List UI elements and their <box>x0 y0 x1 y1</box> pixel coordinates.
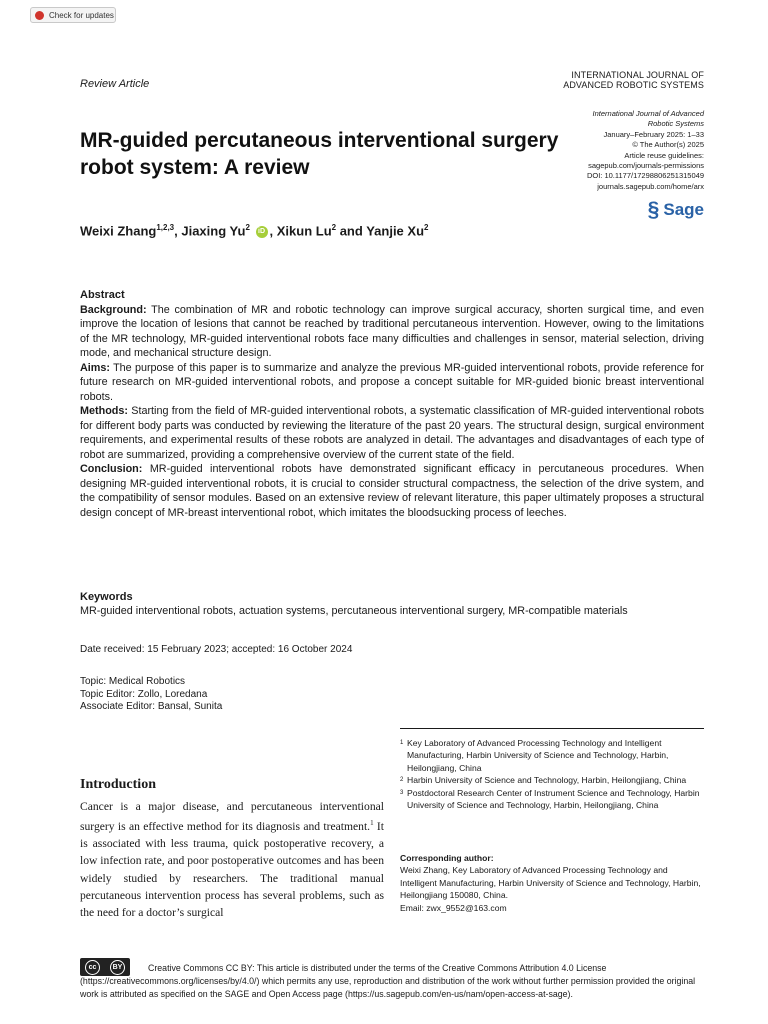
check-updates-icon <box>35 11 44 20</box>
meta-doi[interactable]: DOI: 10.1177/17298806251315049 <box>586 171 704 181</box>
abstract-background: Background: The combination of MR and robotic technology can improve surgical accuracy, shorten surgical time, and even improve the location of lesions that cannot be reached by traditional percutaneous intervention. However, owing to the limitations of the MR technology, MR-guided interventional robots face many difficulties and challenges in sensor, material selection, driving mode, and mechanical structure design. <box>80 303 704 359</box>
keywords <box>80 590 704 618</box>
introduction-body: Cancer is a major disease, and percutaneous interventional surgery is an effective method for its diagnosis and treatment.$^1$ It is associated with less trauma, quick postoperative recovery, a low infection rate, and poor postoperative outcomes and has been widely studied by researchers. The traditional manual percutaneous intervention process has several problems, such as the need for a doctor’s surgical <box>80 800 384 920</box>
author-name[interactable]: Yanjie Xu <box>366 223 425 239</box>
topic: Topic: Medical Robotics <box>80 676 186 687</box>
keywords-text: MR-guided interventional robots, actuation systems, percutaneous interventional surgery, MR-compatible materials <box>80 605 628 617</box>
sage-s-icon: § <box>647 198 660 221</box>
meta-issue: January–February 2025: 1–33 <box>603 129 704 139</box>
corresponding-text: Weixi Zhang, Key Laboratory of Advanced Processing Technology and Intelligent Manufacturing, Harbin University of Science and Technology, Harbin, Heilongjiang 150080, China. <box>400 865 701 901</box>
meta-reuse: Article reuse guidelines: <box>624 150 704 160</box>
article-title: MR-guided percutaneous interventional surgery robot system: A review <box>80 129 559 179</box>
publisher-logo <box>648 198 704 222</box>
author-name[interactable]: Jiaxing Yu <box>181 223 246 239</box>
check-updates-label: Check for updates <box>49 11 114 20</box>
citation-link[interactable]: 1 <box>370 819 374 828</box>
meta-reuse-link[interactable]: sagepub.com/journals-permissions <box>588 161 704 171</box>
introduction-heading: Introduction <box>80 777 156 792</box>
keywords-heading: Keywords <box>80 591 133 603</box>
article-type: Review Article <box>80 78 150 90</box>
affiliations <box>400 737 704 811</box>
affiliation-item: 2 Harbin University of Science and Technology, Harbin, Heilongjiang, China <box>400 775 687 786</box>
date-received: Date received: 15 February 2023; accepted: 16 October 2024 <box>80 644 353 655</box>
abstract-conclusion: Conclusion: MR-guided interventional robots have demonstrated significant efficacy in percutaneous procedures. When designing MR-guided interventional robots, it is crucial to consider structural compactness, the selection of the drive system, and the compatibility of sensor modules. Based on an extensive review of relevant literature, this paper ultimately proposes a structural design concept of MR-breast interventional robot, which imitates the bloodsucking process of leeches. <box>80 463 704 519</box>
license-text: Creative Commons CC BY: This article is distributed under the terms of the Creative Commons Attribution 4.0 License (https://creativecommons.org/licenses/by/4.0/) which permits any use, reproduction and distribution of the work without further permission provided the original work is attributed as specified on the SAGE and Open Access page (https://us.sagepub.com/en-us/nam/open-access-at-sage). <box>80 963 696 999</box>
publisher-name: Sage <box>663 200 704 219</box>
orcid-icon[interactable]: iD <box>256 226 268 238</box>
topic-info <box>80 676 222 714</box>
affiliation-item: 3 Postdoctoral Research Center of Instrument Science and Technology, Harbin University of Science and Technology, Harbin, Heilongjiang, China <box>400 787 700 811</box>
meta-home-link[interactable]: journals.sagepub.com/home/arx <box>597 181 704 191</box>
author-name[interactable]: Weixi Zhang <box>80 223 157 239</box>
abstract-methods: Methods: Starting from the field of MR-guided interventional robots, a systematic classification of MR-guided interventional robots for different body parts was conducted by reviewing the literature of the past 20 years. The structural design, surgical environment requirements, and experimental results of these robots are analyzed in detail. The advantages and disadvantages of each type of robot are summarized, providing a comprehensive overview of the current state of the field. <box>80 405 704 461</box>
author-name[interactable]: Xikun Lu <box>276 223 332 239</box>
affiliation-item: 1 Key Laboratory of Advanced Processing Technology and Intelligent Manufacturing, Harbin University of Science and Technology, Harbin, Heilongjiang, China <box>400 738 669 773</box>
cc-icon: cc <box>85 960 100 975</box>
journal-name: INTERNATIONAL JOURNAL OF ADVANCED ROBOTIC SYSTEMS <box>563 70 704 90</box>
abstract-aims: Aims: The purpose of this paper is to summarize and analyze the previous MR-guided interventional robots, provide reference for future research on MR-guided interventional robots, and propose a concept suitable for MR-guided bionic breast interventional robots. <box>80 361 704 403</box>
meta-journal: International Journal of Advanced <box>592 109 704 118</box>
meta-copyright: © The Author(s) 2025 <box>632 140 704 150</box>
meta-journal-2: Robotic Systems <box>647 119 704 129</box>
associate-editor: Associate Editor: Bansal, Sunita <box>80 701 223 712</box>
author-list: Weixi Zhang$^{1,2,3}$, Jiaxing Yu$^2$ iD , Xikun Lu$^2$ and Yanjie Xu$^2$ <box>80 223 429 239</box>
corresponding-heading: Corresponding author: <box>400 853 494 863</box>
abstract <box>80 288 704 520</box>
affiliation-divider <box>400 728 704 729</box>
corresponding-email[interactable]: Email: zwx_9552@163.com <box>400 902 507 913</box>
article-meta <box>514 109 704 192</box>
abstract-heading: Abstract <box>80 289 125 301</box>
by-icon: BY <box>110 960 125 975</box>
topic-editor: Topic Editor: Zollo, Loredana <box>80 688 208 700</box>
check-for-updates-button[interactable] <box>30 7 116 23</box>
corresponding-author <box>400 852 704 914</box>
